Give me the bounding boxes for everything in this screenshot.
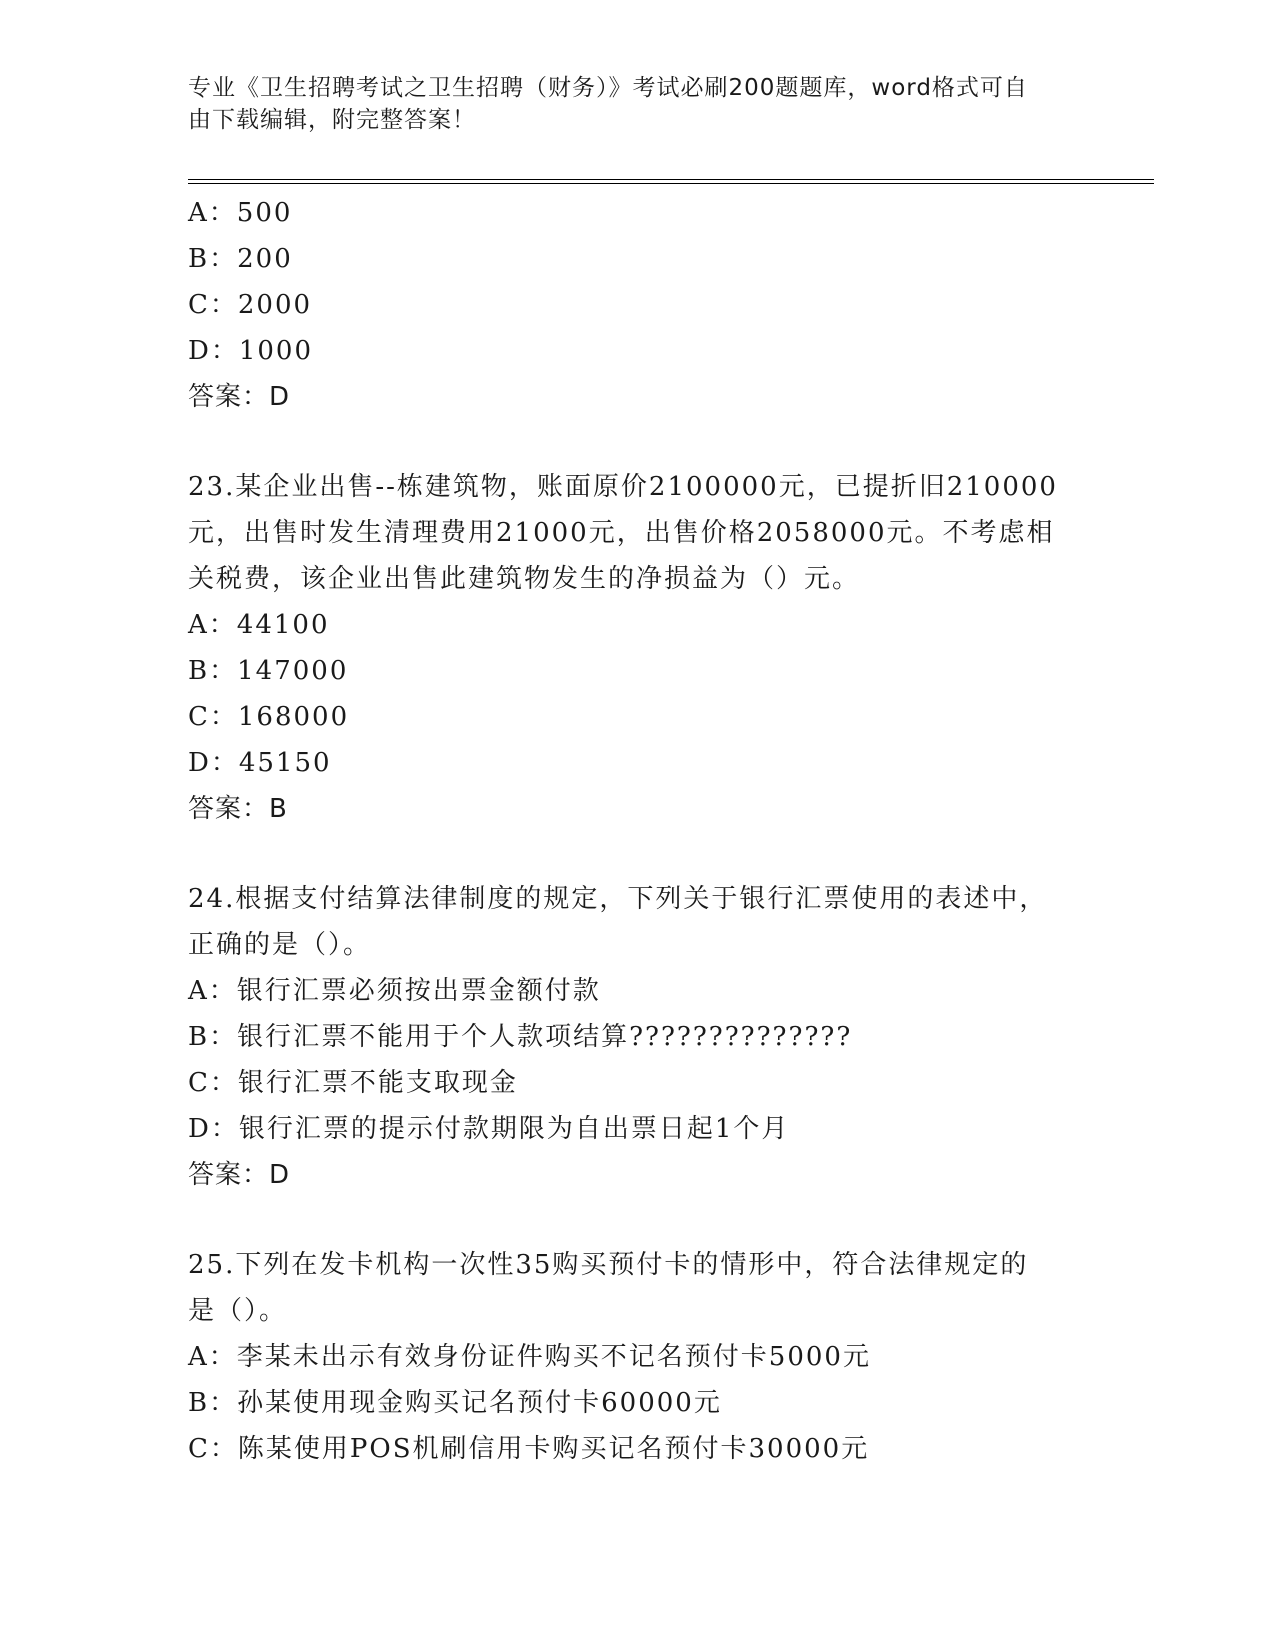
answer-line: 答案：D (188, 1160, 291, 1190)
option-d: D：银行汇票的提示付款期限为自出票日起1个月 (188, 1114, 790, 1144)
option-b: B：147000 (188, 656, 349, 686)
question-25 (188, 1242, 1088, 1472)
question-content (188, 190, 1088, 1472)
question-text-line: 是（）。 (188, 1296, 288, 1326)
question-text-line: 正确的是（）。 (188, 930, 372, 960)
option-d: D：45150 (188, 748, 332, 778)
header-line-1: 专业《卫生招聘考试之卫生招聘（财务）》考试必刷200题题库，word格式可自 (188, 75, 1028, 101)
spacer (188, 420, 1088, 464)
option-b: B：200 (188, 244, 293, 274)
option-c: C：陈某使用POS机刷信用卡购买记名预付卡30000元 (188, 1434, 870, 1464)
question-24 (188, 876, 1088, 1198)
header-divider-top (188, 179, 1154, 180)
spacer (188, 1198, 1088, 1242)
question-23 (188, 464, 1088, 832)
answer-line: 答案：D (188, 382, 291, 412)
header-line-2: 由下载编辑，附完整答案！ (188, 107, 476, 133)
option-a: A：500 (188, 198, 293, 228)
option-a: A：44100 (188, 610, 330, 640)
question-text-line: 23.某企业出售--栋建筑物，账面原价2100000元，已提折旧210000 (188, 472, 1058, 502)
answer-line: 答案：B (188, 794, 288, 824)
header-divider-bottom (188, 183, 1154, 184)
option-b: B：银行汇票不能用于个人款项结算?????????????? (188, 1022, 853, 1052)
question-text-line: 关税费，该企业出售此建筑物发生的净损益为（）元。 (188, 564, 861, 594)
option-c: C：银行汇票不能支取现金 (188, 1068, 518, 1098)
document-header (188, 72, 1068, 136)
question-text-line: 24.根据支付结算法律制度的规定，下列关于银行汇票使用的表述中， (188, 884, 1048, 914)
option-d: D：1000 (188, 336, 314, 366)
spacer (188, 832, 1088, 876)
option-c: C：168000 (188, 702, 350, 732)
question-22 (188, 190, 1088, 420)
question-text-line: 元，出售时发生清理费用21000元，出售价格2058000元。不考虑相 (188, 518, 1055, 548)
option-b: B：孙某使用现金购买记名预付卡60000元 (188, 1388, 722, 1418)
option-a: A：银行汇票必须按出票金额付款 (188, 976, 601, 1006)
option-a: A：李某未出示有效身份证件购买不记名预付卡5000元 (188, 1342, 871, 1372)
option-c: C：2000 (188, 290, 313, 320)
question-text-line: 25.下列在发卡机构一次性35购买预付卡的情形中，符合法律规定的 (188, 1250, 1029, 1280)
